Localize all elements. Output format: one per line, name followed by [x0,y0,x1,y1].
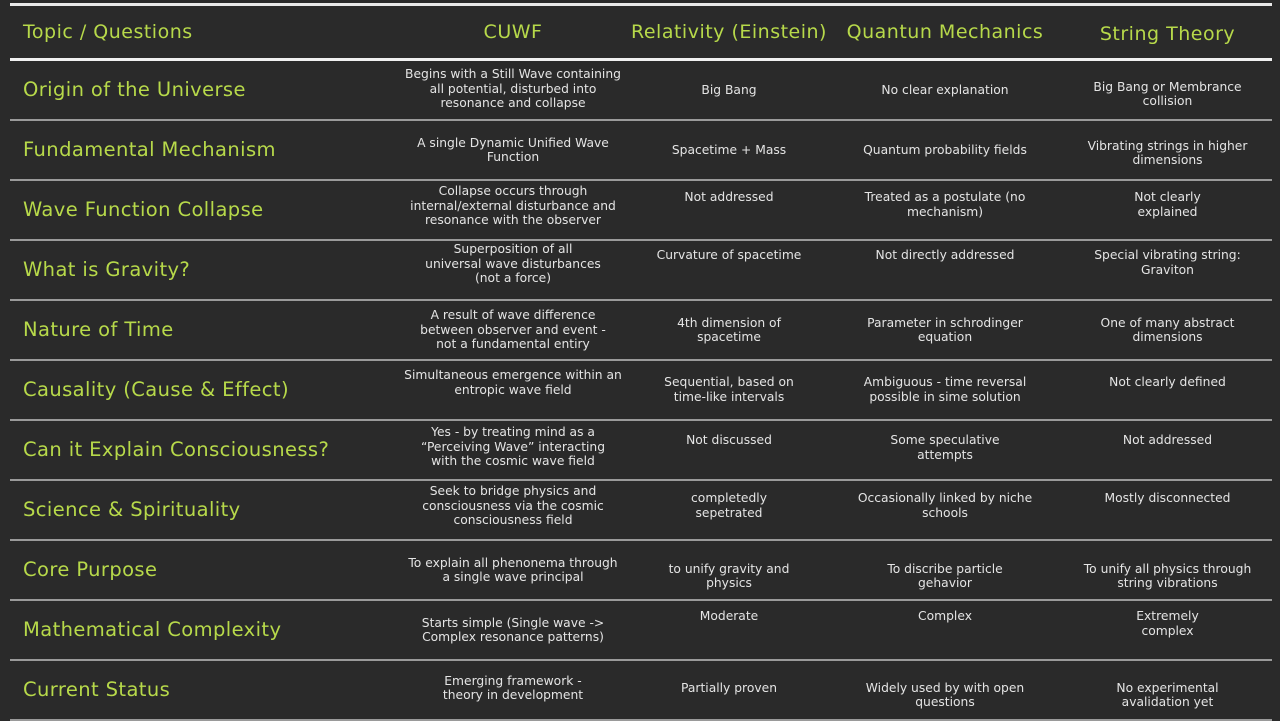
row-topic: Science & Spirituality [23,497,241,521]
cell-cuwf: A single Dynamic Unified Wave Function [417,135,609,164]
cell-string: Extremely complex [1136,609,1199,638]
cell-string: Not clearly defined [1109,375,1226,389]
cell-relativity: Spacetime + Mass [671,142,787,157]
cell-quantum: Not directly addressed [875,248,1015,262]
cell-quantum: Some speculative attempts [890,433,1000,462]
cell-string: No experimental avalidation yet [1116,680,1219,709]
cell-relativity: Sequential, based on time-like intervals [664,375,794,404]
cell-quantum: Quantum probability fields [863,142,1027,157]
table-row [10,541,1272,601]
cell-relativity: Curvature of spacetime [656,248,802,262]
cell-relativity: 4th dimension of spacetime [677,315,781,344]
header-relativity: Relativity (Einstein) [631,21,827,43]
cell-relativity: Moderate [699,609,759,623]
table-row [10,661,1272,721]
table-header [10,6,1272,58]
header-cuwf: CUWF [483,21,543,43]
table-row [10,601,1272,661]
cell-relativity: Not discussed [686,433,772,447]
table-row [10,421,1272,481]
cell-cuwf: Seek to bridge physics and consciousness via the cosmic consciousness field [422,484,604,527]
header-topic: Topic / Questions [23,21,193,43]
cell-cuwf: Yes - by treating mind as a “Perceiving Wave” interacting with the cosmic wave field [420,425,606,468]
row-topic: Mathematical Complexity [23,617,282,641]
cell-quantum: To discribe particle gehavior [887,561,1003,590]
cell-quantum: Treated as a postulate (no mechanism) [864,190,1026,219]
row-topic: Origin of the Universe [23,77,246,101]
cell-cuwf: Collapse occurs through internal/external disturbance and resonance with the observer [410,184,616,227]
cell-cuwf: Starts simple (Single wave -> Complex resonance patterns) [421,615,605,644]
cell-string: To unify all physics through string vibrations [1083,561,1252,590]
cell-cuwf: Simultaneous emergence within an entropic wave field [404,368,622,397]
row-topic: Causality (Cause & Effect) [23,377,289,401]
cell-cuwf: To explain all phenonema through a single wave principal [408,555,618,584]
cell-string: Mostly disconnected [1104,491,1231,505]
cell-string: Special vibrating string: Graviton [1094,248,1241,277]
cell-quantum: Parameter in schrodinger equation [867,315,1023,344]
cell-string: Not addressed [1122,433,1213,447]
row-topic: Core Purpose [23,557,158,581]
table-row [10,361,1272,421]
cell-string: Vibrating strings in higher dimensions [1087,138,1248,167]
row-topic: Can it Explain Consciousness? [23,437,330,461]
cell-string: Big Bang or Membrance collision [1093,79,1242,108]
cell-relativity: Not addressed [684,190,774,204]
header-quantum: Quantun Mechanics [846,21,1044,43]
cell-quantum: Widely used by with open questions [865,680,1025,709]
cell-string: Not clearly explained [1134,190,1201,219]
cell-relativity: Partially proven [681,680,777,695]
comparison-table-body [10,61,1272,721]
cell-relativity: completedly sepetrated [691,491,767,520]
cell-quantum: Ambiguous - time reversal possible in sime solution [863,375,1027,404]
table-row [10,241,1272,301]
row-topic: Current Status [23,677,171,701]
cell-quantum: No clear explanation [881,82,1009,97]
cell-relativity: Big Bang [701,82,757,97]
row-topic: What is Gravity? [23,257,191,281]
table-row [10,181,1272,241]
cell-string: One of many abstract dimensions [1100,315,1235,344]
table-row [10,61,1272,121]
table-row [10,481,1272,541]
cell-cuwf: Begins with a Still Wave containing all potential, disturbed into resonance and collapse [405,67,621,110]
table-row [10,121,1272,181]
row-topic: Nature of Time [23,317,174,341]
cell-cuwf: Emerging framework - theory in development [442,673,584,702]
table-row [10,301,1272,361]
row-topic: Wave Function Collapse [23,197,264,221]
cell-quantum: Occasionally linked by niche schools [857,491,1033,520]
cell-cuwf: A result of wave difference between observer and event - not a fundamental entiry [420,308,606,352]
row-topic: Fundamental Mechanism [23,137,276,161]
cell-cuwf: Superposition of all universal wave disturbances (not a force) [425,242,601,285]
cell-quantum: Complex [918,609,972,623]
header-string: String Theory [1099,23,1236,45]
cell-relativity: to unify gravity and physics [668,561,790,590]
